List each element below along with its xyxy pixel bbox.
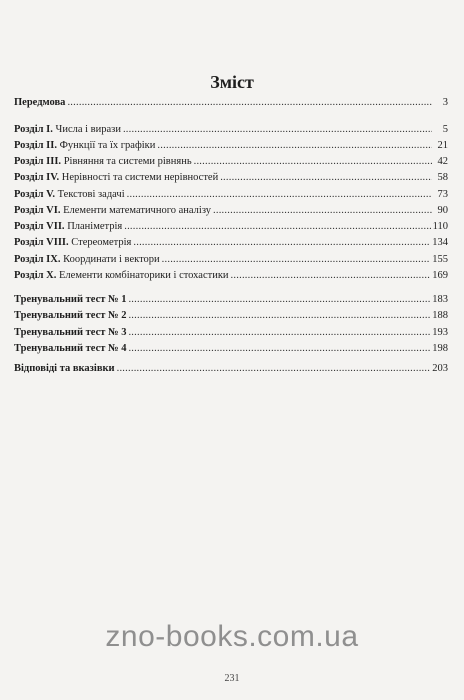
toc-entry-section-10[interactable] <box>14 269 448 282</box>
leader-dots <box>128 309 430 322</box>
toc-entry-bold: Розділ І. <box>14 124 53 135</box>
toc-entry-preface[interactable] <box>14 96 448 109</box>
toc-entry-section-1[interactable] <box>14 123 448 136</box>
watermark: zno-books.com.ua <box>105 620 359 653</box>
toc-page-number: 58 <box>437 172 448 183</box>
toc-page-number: 183 <box>432 294 448 305</box>
toc-entry-bold: Розділ ІІІ. <box>14 156 62 167</box>
toc-entry-section-4[interactable] <box>14 171 448 184</box>
toc-page-number: 21 <box>437 140 448 151</box>
toc-entry-bold: Тренувальний тест № 3 <box>14 327 127 338</box>
toc-page-number: 169 <box>432 270 448 281</box>
toc-entry-text: Числа і вирази <box>52 124 121 135</box>
toc-entry-bold: Відповіді та вказівки <box>14 363 115 374</box>
leader-dots <box>213 204 432 217</box>
toc-entry-text: Нерівності та системи нерівностей <box>59 172 219 183</box>
toc-entry-test-4[interactable] <box>14 342 448 355</box>
toc-entry-test-2[interactable] <box>14 309 448 322</box>
toc-page-number: 134 <box>432 237 448 248</box>
toc-entry-bold: Тренувальний тест № 1 <box>14 294 127 305</box>
leader-dots <box>162 253 431 266</box>
toc-entry-bold: Розділ VII. <box>14 221 65 232</box>
leader-dots <box>231 269 431 282</box>
toc-entry-section-6[interactable] <box>14 204 448 217</box>
toc-page-number: 203 <box>432 363 448 374</box>
toc-entry-test-3[interactable] <box>14 326 448 339</box>
toc-entry-text: Елементи математичного аналізу <box>60 205 211 216</box>
leader-dots <box>127 188 432 201</box>
toc-page-number: 5 <box>442 124 448 135</box>
leader-dots <box>128 293 430 306</box>
toc-entry-section-7[interactable] <box>14 220 448 233</box>
leader-dots <box>128 326 430 339</box>
toc-entry-bold: Розділ V. <box>14 189 56 200</box>
toc-entry-section-2[interactable] <box>14 139 448 152</box>
toc-entry-bold: Розділ IX. <box>14 254 61 265</box>
toc-entry-text: Елементи комбінаторики і стохастики <box>56 270 229 281</box>
toc-page-number: 198 <box>432 343 448 354</box>
toc-entry-text: Рівняння та системи рівнянь <box>61 156 192 167</box>
toc-page-number: 193 <box>432 327 448 338</box>
toc-entry-answers[interactable] <box>14 362 448 375</box>
leader-dots <box>194 155 432 168</box>
toc-entry-bold: Розділ VI. <box>14 205 61 216</box>
toc-entry-section-9[interactable] <box>14 253 448 266</box>
toc-page-number: 110 <box>432 221 448 232</box>
toc-page-number: 155 <box>432 254 448 265</box>
leader-dots <box>157 139 432 152</box>
leader-dots <box>128 342 430 355</box>
leader-dots <box>220 171 432 184</box>
toc-entry-section-5[interactable] <box>14 188 448 201</box>
toc-entry-bold: Розділ VIII. <box>14 237 69 248</box>
page-title: Зміст <box>210 72 254 92</box>
toc-page-number: 188 <box>432 310 448 321</box>
toc-entry-text: Функції та їх графіки <box>56 140 156 151</box>
leader-dots <box>133 236 430 249</box>
leader-dots <box>67 96 432 109</box>
toc-entry-bold: Тренувальний тест № 2 <box>14 310 127 321</box>
toc-entry-bold: Розділ IV. <box>14 172 60 183</box>
toc-entry-text: Текстові задачі <box>55 189 125 200</box>
toc-page-number: 90 <box>437 205 448 216</box>
toc-entry-text: Планіметрія <box>64 221 123 232</box>
toc-entry-text: Стереометрія <box>68 237 132 248</box>
toc-entry-section-8[interactable] <box>14 236 448 249</box>
toc-page-number: 3 <box>442 97 448 108</box>
toc-entry-test-1[interactable] <box>14 293 448 306</box>
toc-entry-section-3[interactable] <box>14 155 448 168</box>
toc-entry-bold: Тренувальний тест № 4 <box>14 343 127 354</box>
toc-page-number: 73 <box>437 189 448 200</box>
page-number: 231 <box>224 673 240 684</box>
leader-dots <box>117 362 431 375</box>
toc-entry-bold: Передмова <box>14 97 66 108</box>
toc-entry-bold: Розділ ІІ. <box>14 140 57 151</box>
leader-dots <box>124 220 430 233</box>
toc-page-number: 42 <box>437 156 448 167</box>
leader-dots <box>123 123 432 136</box>
toc-entry-text: Координати і вектори <box>60 254 160 265</box>
toc-entry-bold: Розділ X. <box>14 270 57 281</box>
